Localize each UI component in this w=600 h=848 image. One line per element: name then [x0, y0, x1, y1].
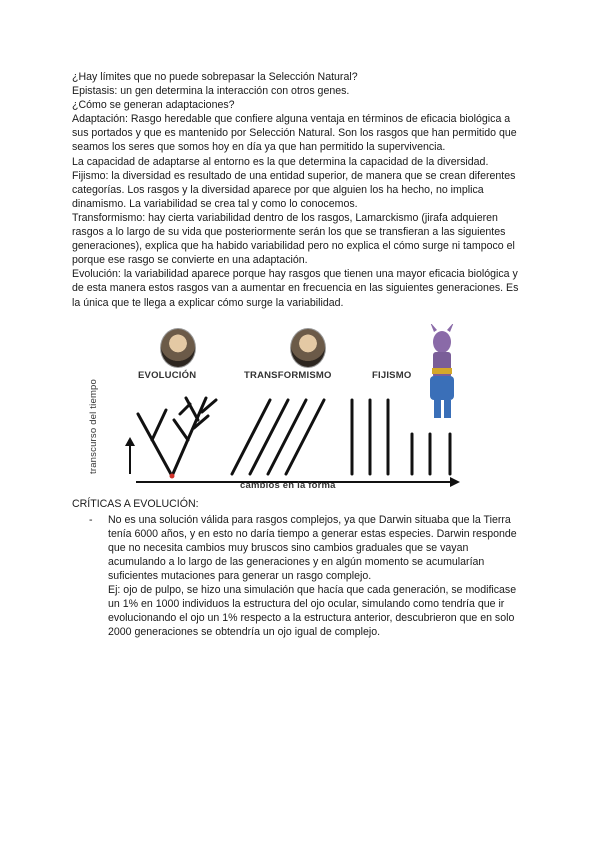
critics-title: CRÍTICAS A EVOLUCIÓN:: [72, 497, 199, 510]
time-axis-arrow: [125, 437, 135, 474]
critics-bullet-text: No es una solución válida para rasgos complejos, ya que Darwin situaba que la Tierra tenía 6000 años, y en esto no daría tiempo a generar estas especies. Darwin responde que no necesita cambios muy bruscos sino cambios graduales que se vayan acumulando a lo largo de las generaciones y en algún momento se acumularían suficientes mutaciones para generar un rasgo complejo.: [108, 513, 517, 583]
bullet-dash: -: [89, 513, 93, 526]
transformism-lines: [232, 400, 324, 474]
y-axis-label: transcurso del tiempo: [88, 378, 99, 474]
document-page: [72, 70, 528, 640]
question-adaptations: ¿Cómo se generan adaptaciones?: [72, 99, 235, 112]
critics-example-text: Ej: ojo de pulpo, se hizo una simulación que hacía que cada generación, se modificase un 1% en 1000 individuos la estructura del ojo ocular, simulando como tendría que ir evolucionando el ojo un 1% respecto a la estructura anterior, descubrieron que en solo 2000 generaciones se obtendría un ojo igual de complejo.: [108, 584, 517, 639]
label-transformismo: TRANSFORMISMO: [244, 369, 332, 381]
transformism-definition: Transformismo: hay cierta variabilidad dentro de los rasgos, Lamarckismo (jirafa adquieren rasgos a lo largo de su vida que posteriormente serán los que se transfieran a las siguientes generaciones), explica que ha habido variabilidad pero no explica el cómo surge ni tampoco el porque ese rasgo se convierte en una adaptación.: [72, 211, 515, 267]
evolution-theories-figure: [90, 324, 470, 489]
label-evolucion: EVOLUCIÓN: [138, 369, 197, 381]
evolution-tree: [138, 398, 216, 476]
label-fijismo: FIJISMO: [372, 369, 412, 381]
question-limits: ¿Hay límites que no puede sobrepasar la Selección Natural?: [72, 71, 358, 83]
common-ancestor-dot: [170, 473, 175, 478]
fixism-definition: Fijismo: la diversidad es resultado de una entidad superior, de manera que se crean diferentes categorías. Los rasgos y la diversidad aparece por que alguien los ha hecho, no implica dinamismo. La variabilidad se crea tal y como lo conocemos.: [72, 169, 516, 210]
x-axis-label: cambios en la forma: [240, 479, 336, 491]
epistasis-definition: Epistasis: un gen determina la interacción con otros genes.: [72, 85, 350, 98]
evolution-definition: Evolución: la variabilidad aparece porque hay rasgos que tienen una mayor eficacia biológica y de esta manera estos rasgos van a aumentar en frecuencia en las siguientes generaciones. Es la única que te llega a explicar cómo surge la variabilidad.: [72, 268, 519, 309]
theories-diagram: [90, 324, 470, 489]
fixism-lines: [352, 400, 450, 474]
critics-bullet: [72, 513, 528, 640]
adaptation-definition: Adaptación: Rasgo heredable que confiere alguna ventaja en términos de eficacia biológica a sus portados y que es mantenido por Selección Natural. Son los rasgos que han permitido que seamos los seres que somos hoy en día ya que han permitido la supervivencia.: [72, 113, 517, 154]
capacity-statement: La capacidad de adaptarse al entorno es la que determina la capacidad de la diversidad.: [72, 155, 489, 168]
